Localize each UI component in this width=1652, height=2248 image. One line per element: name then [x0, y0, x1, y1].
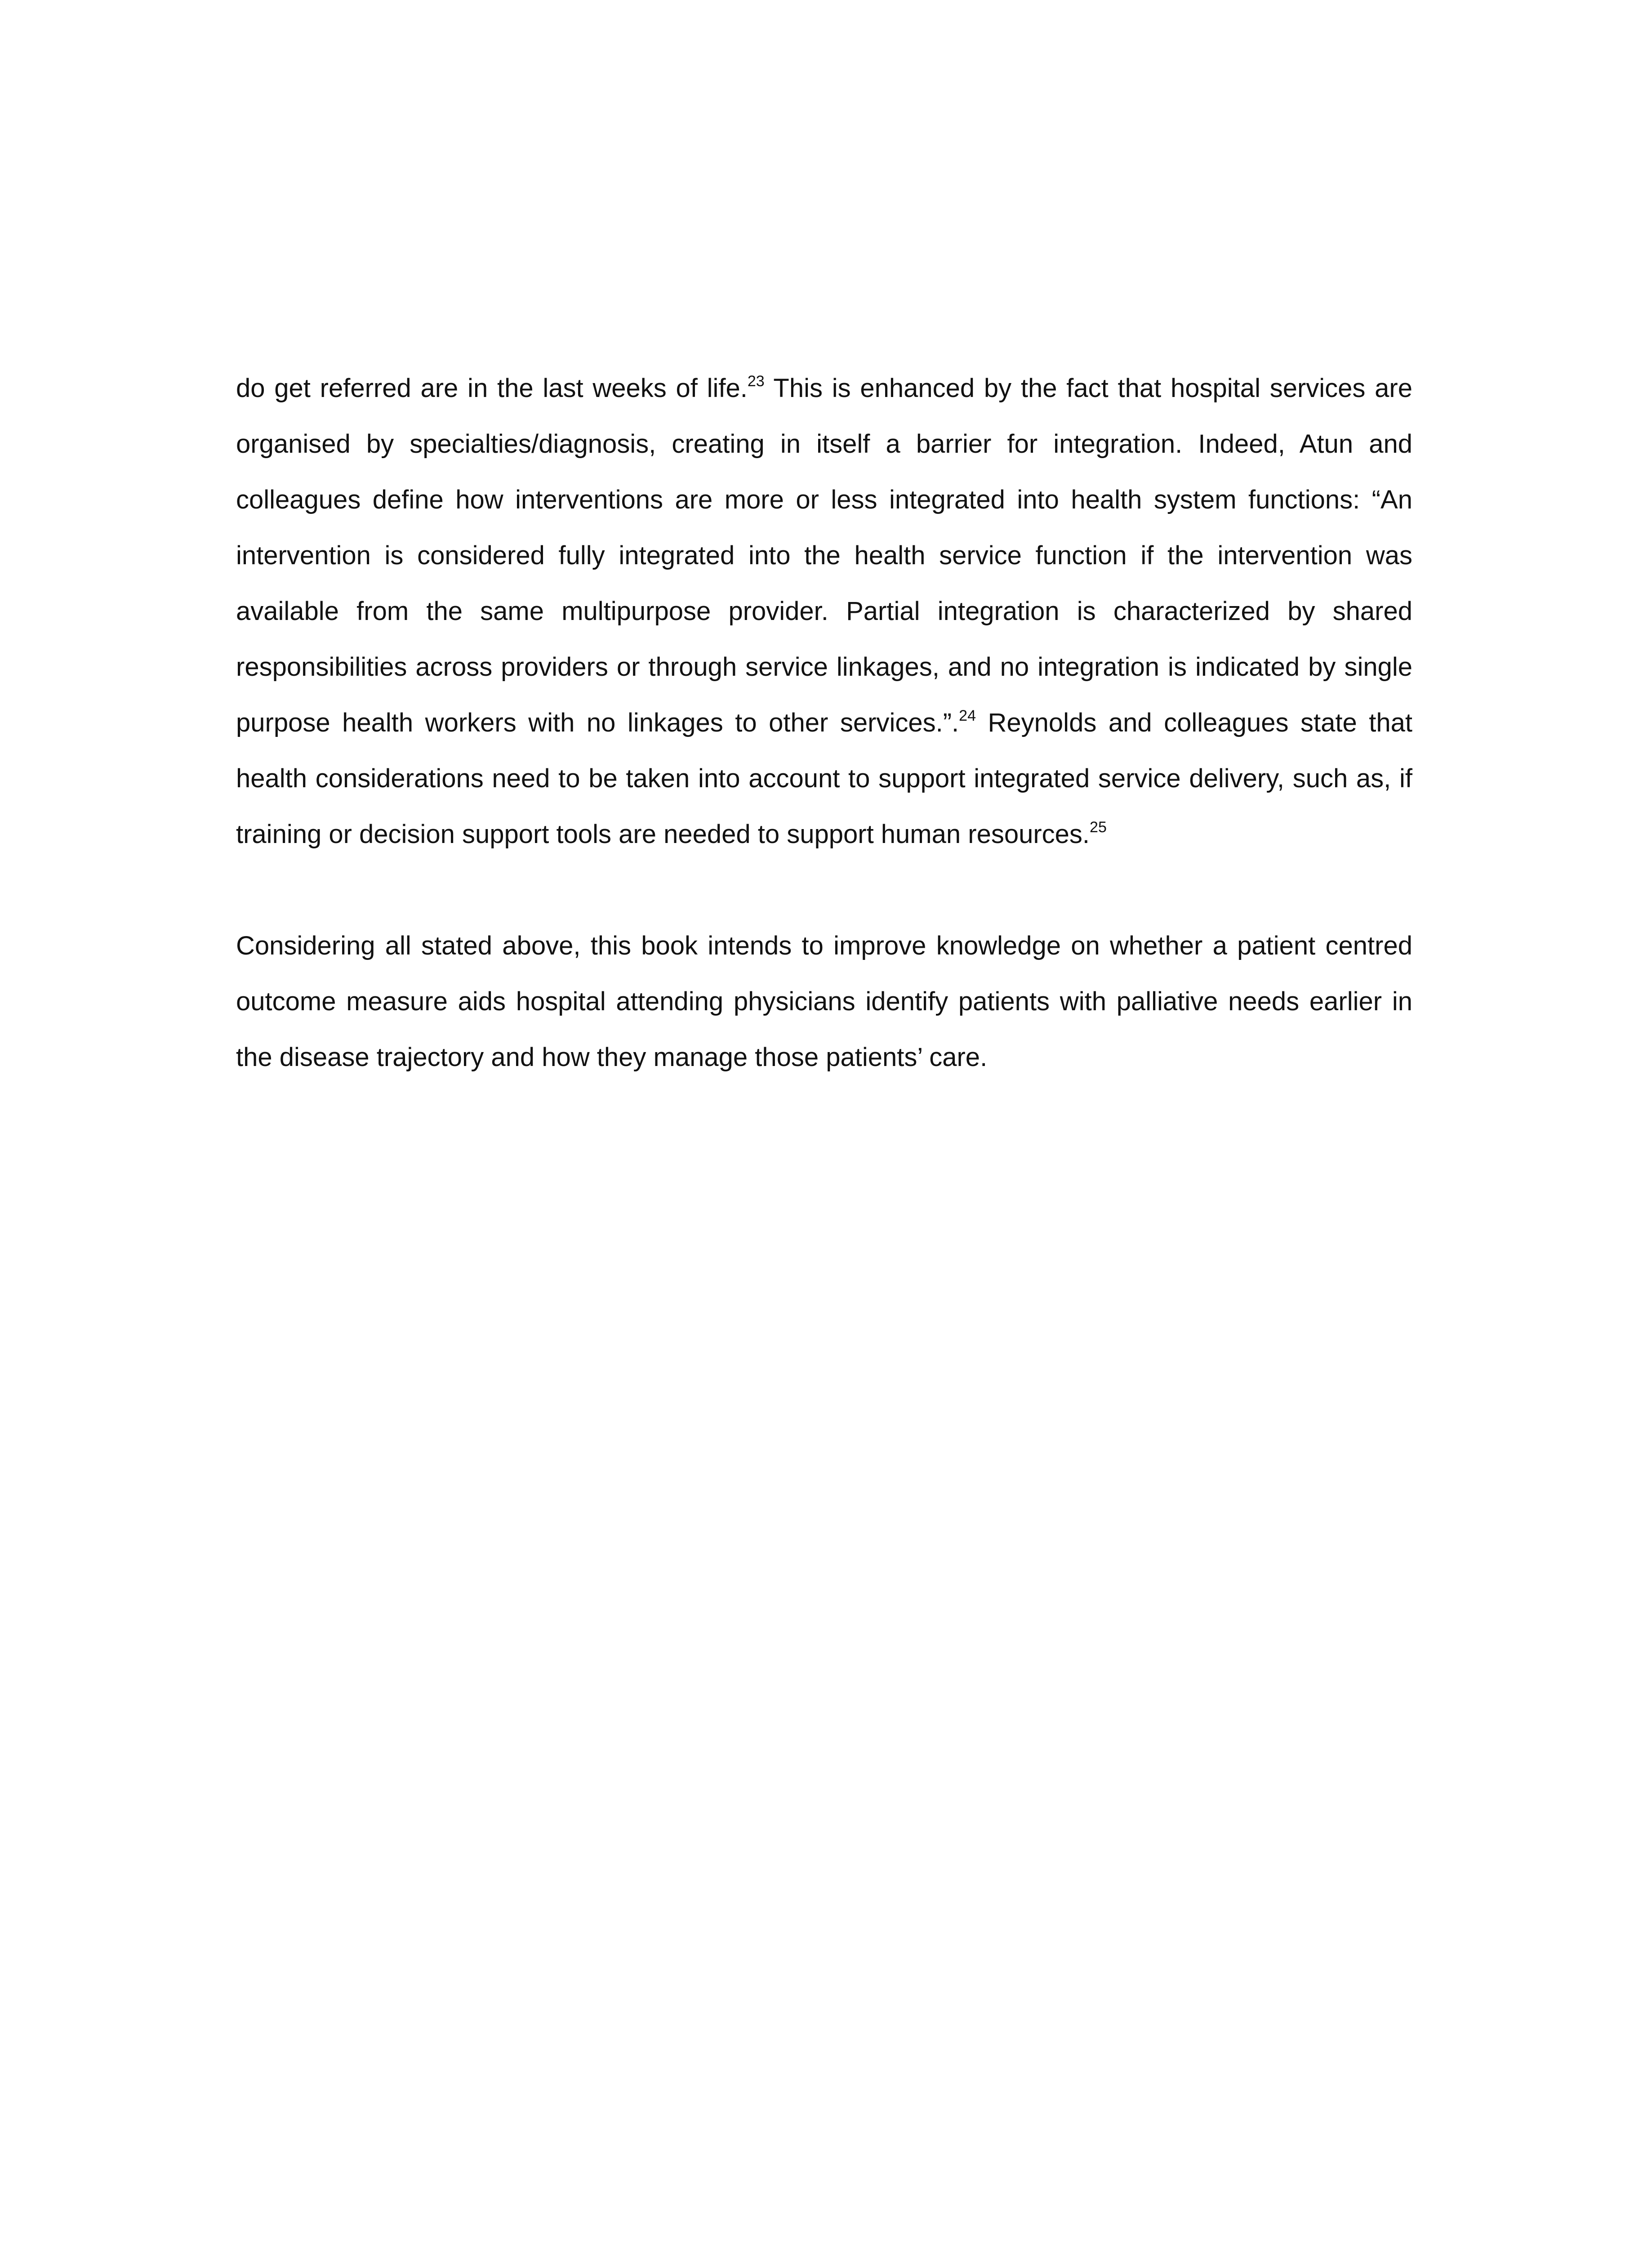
footnote-reference: 23 [747, 372, 765, 390]
paragraph-text: do get referred are in the last weeks of life. [236, 374, 748, 403]
paragraph-text: This is enhanced by the fact that hospital services are organised by specialties/diagnosis, creating in itself a barrier for integration. Indeed, Atun and colleagues define how interventions are more or less integrated into health system functions: “An intervention is considered fully integrated into the health service function if the intervention was available from the same multipurpose provider. Partial integration is characterized by shared responsibilities across providers or through service linkages, and no integration is indicated by single purpose health workers with no linkages to other services.”. [236, 374, 1412, 737]
paragraph-book-aim [236, 918, 1412, 1085]
paragraph-text: Reynolds and colleagues state that health considerations need to be taken into account to support integrated service delivery, such as, if training or decision support tools are needed to support human resources. [236, 708, 1413, 849]
footnote-reference: 25 [1090, 818, 1107, 836]
body-text [236, 361, 1412, 1085]
paragraph-integration [236, 361, 1412, 862]
footnote-reference: 24 [959, 707, 976, 724]
paragraph-text: Considering all stated above, this book intends to improve knowledge on whether a patient centred outcome measure aids hospital attending physicians identify patients with palliative needs earlier in the disease trajectory and how they manage those patients’ care. [236, 931, 1412, 1072]
